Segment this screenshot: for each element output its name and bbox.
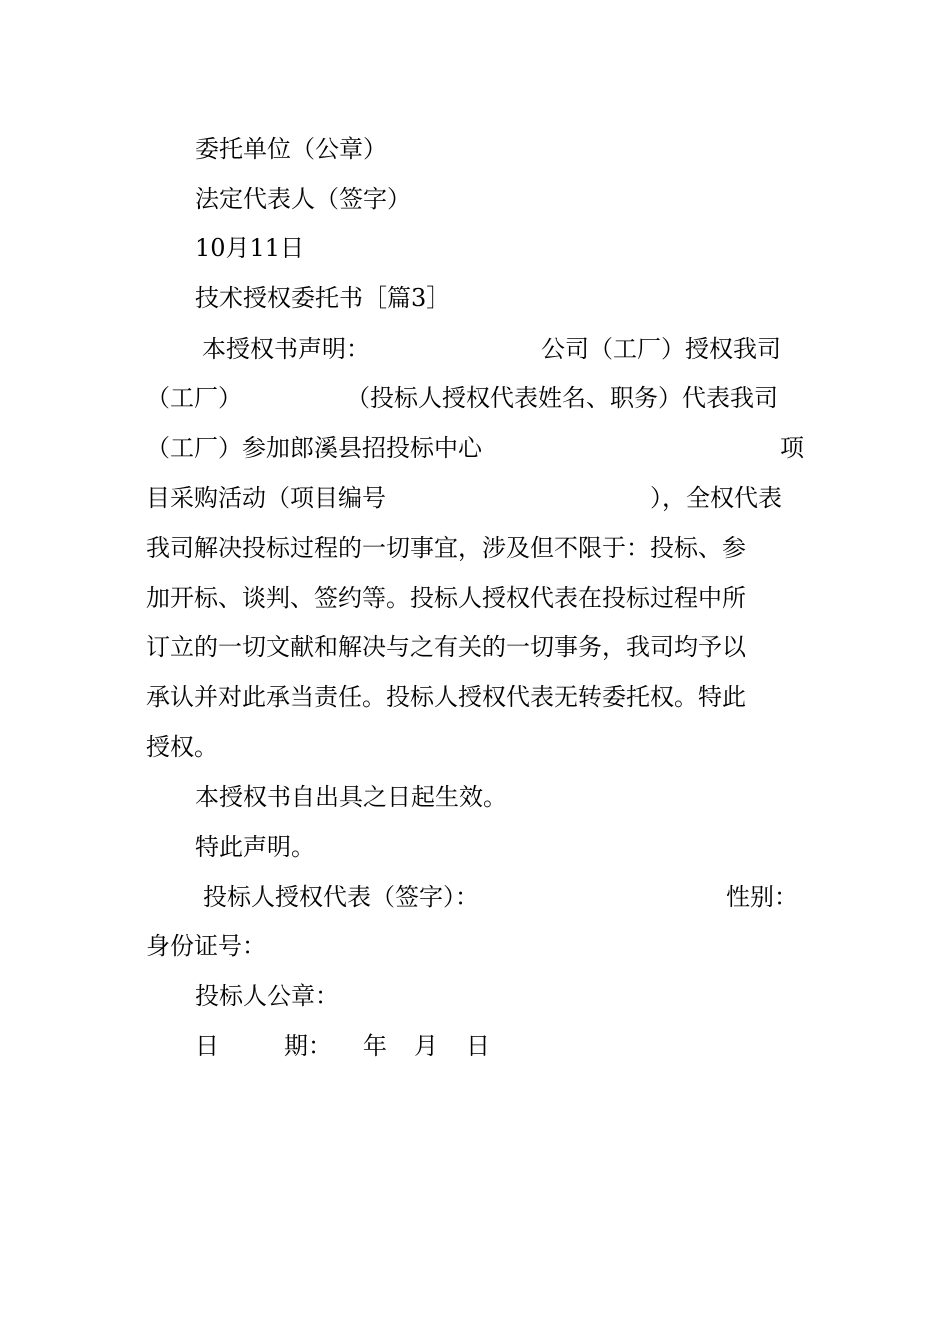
declaration-text-5: 我司解决投标过程的一切事宜，涉及但不限于：投标、参 (146, 534, 746, 562)
declaration-line-1 (146, 332, 806, 366)
declaration-line-6 (146, 581, 806, 615)
date-month-char: 月 (414, 1032, 438, 1060)
special-statement: 特此声明。 (195, 833, 315, 861)
declaration-line-9 (146, 730, 806, 764)
gender-label: 性别： (726, 883, 798, 911)
company-authorize-text: 公司（工厂）授权我司 (541, 335, 781, 363)
declaration-line-8 (146, 680, 806, 714)
date-row (195, 1029, 805, 1063)
effective-statement: 本授权书自出具之日起生效。 (195, 783, 507, 811)
bidding-center-text: （工厂）参加郎溪县招投标中心 (146, 434, 482, 462)
representative-name-title-text: （投标人授权代表姓名、职务）代表我司 (346, 384, 778, 412)
project-char: 项 (780, 434, 804, 462)
date-ri-char: 日 (195, 1032, 219, 1060)
declaration-line-5 (146, 531, 806, 565)
declaration-text-7: 订立的一切文献和解决与之有关的一切事务，我司均予以 (146, 633, 746, 661)
declaration-text-8: 承认并对此承当责任。投标人授权代表无转委托权。特此 (146, 683, 746, 711)
project-number-text: 目采购活动（项目编号 (146, 484, 386, 512)
id-number-label: 身份证号： (146, 932, 266, 960)
declaration-text-6: 加开标、谈判、签约等。投标人授权代表在投标过程中所 (146, 584, 746, 612)
full-authority-text: ），全权代表 (650, 484, 782, 512)
factory-label: （工厂） (146, 384, 242, 412)
date-day-char: 日 (466, 1032, 490, 1060)
declaration-line-3 (146, 431, 806, 465)
id-number-row (146, 929, 806, 963)
declaration-intro: 本授权书声明： (202, 335, 370, 363)
date-year-char: 年 (363, 1032, 387, 1060)
signature-row (146, 880, 806, 914)
legal-representative-label: 法定代表人（签字） (195, 185, 411, 213)
seal-label: 委托单位（公章） (195, 135, 387, 163)
bidder-seal-label: 投标人公章： (195, 982, 339, 1010)
declaration-line-4 (146, 481, 806, 515)
declaration-line-2 (146, 381, 806, 415)
declaration-text-9: 授权。 (146, 733, 218, 761)
date-line: 10月11日 (195, 234, 305, 262)
representative-signature-label: 投标人授权代表（签字）： (203, 883, 479, 911)
section-title: 技术授权委托书［篇3］ (195, 284, 451, 312)
date-qi-label: 期： (284, 1032, 332, 1060)
declaration-line-7 (146, 630, 806, 664)
